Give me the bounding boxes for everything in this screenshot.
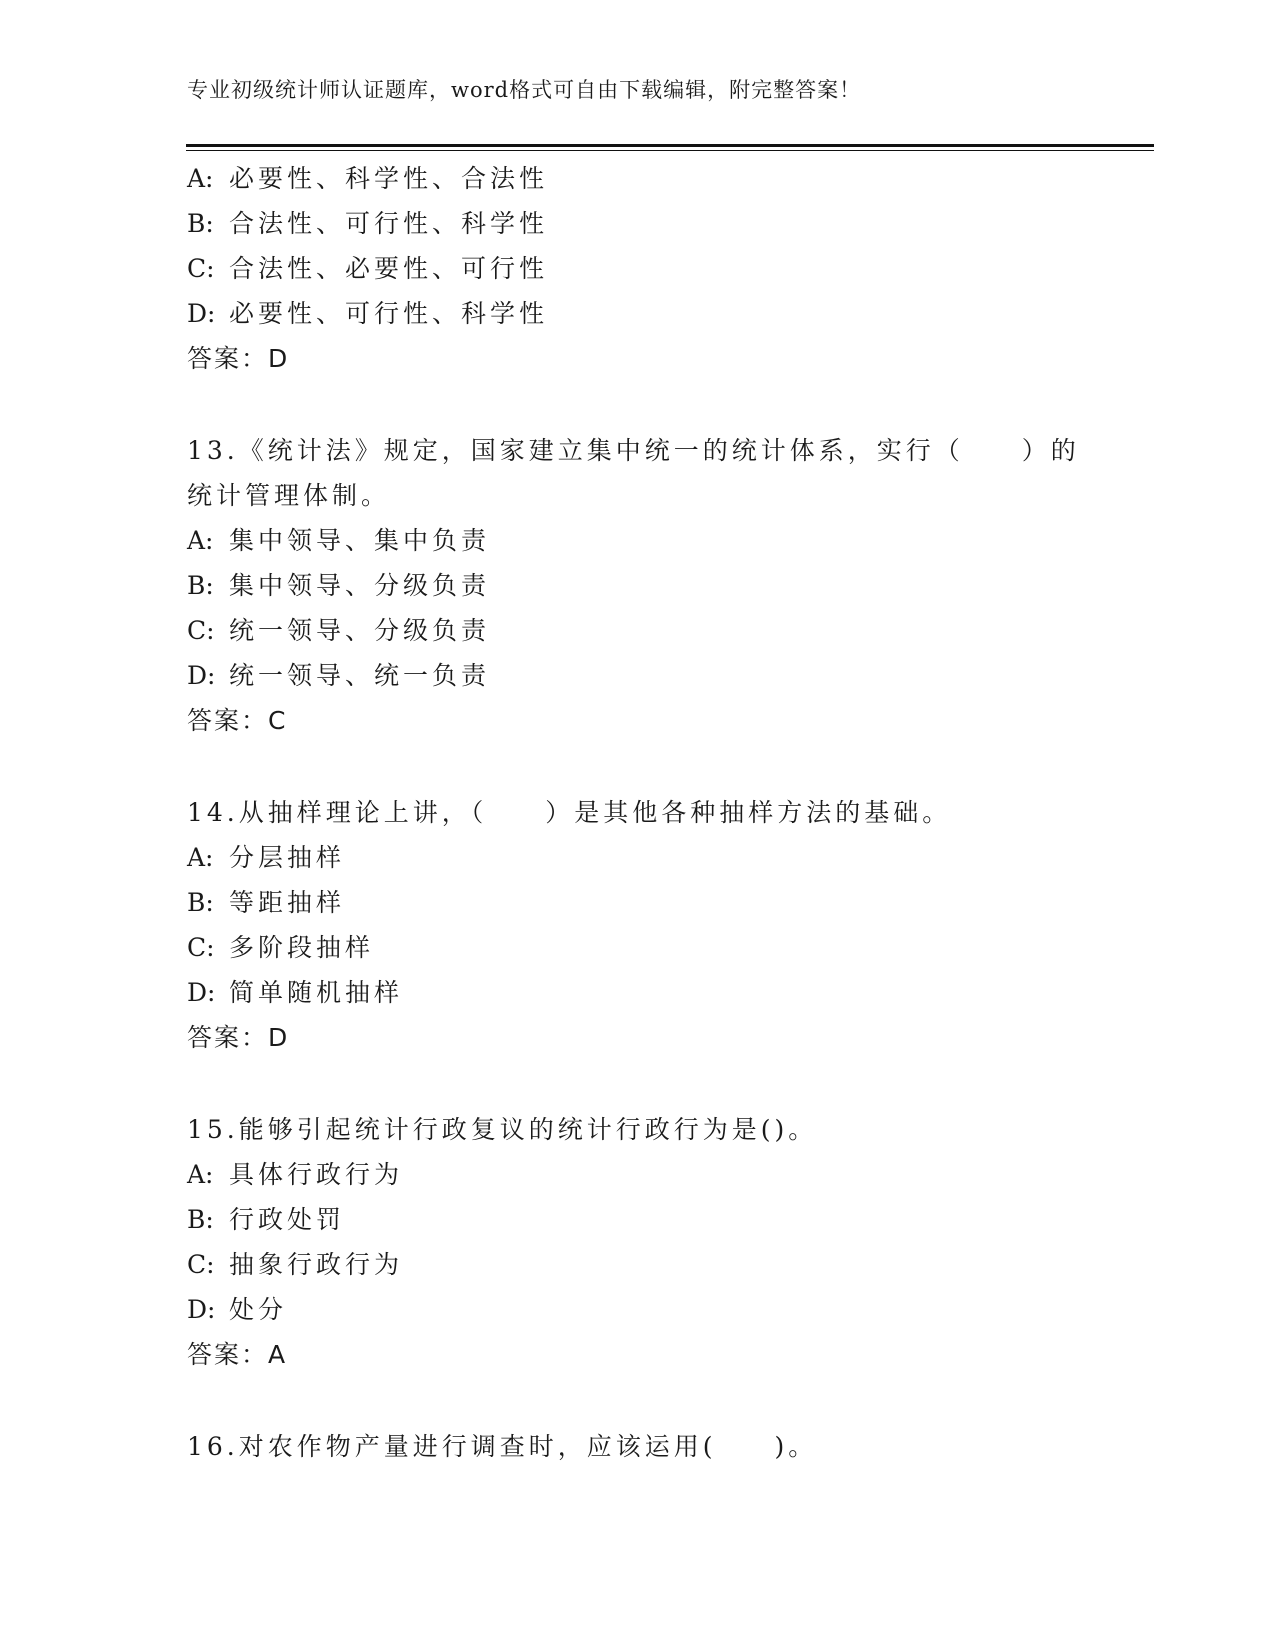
option-key: C:: [187, 1250, 215, 1279]
spacer: [187, 1377, 1087, 1424]
answer-line: 答案：D: [187, 344, 290, 373]
question-content: [187, 156, 1087, 1469]
option-text: 简单随机抽样: [229, 978, 404, 1007]
option-b: [187, 880, 1087, 925]
option-text: 必要性、可行性、科学性: [229, 299, 549, 328]
option-key: D:: [187, 978, 216, 1007]
answer-line: 答案：C: [187, 706, 288, 735]
option-text: 必要性、科学性、合法性: [229, 164, 549, 193]
option-text: 处分: [229, 1295, 288, 1324]
option-key: A:: [187, 843, 214, 872]
answer-line: 答案：D: [187, 1023, 290, 1052]
header-rule-thick: [186, 144, 1154, 147]
option-a: [187, 1152, 1087, 1197]
document-header: 专业初级统计师认证题库，word格式可自由下载编辑，附完整答案！: [187, 78, 862, 102]
option-text: 集中领导、分级负责: [229, 571, 491, 600]
option-b: [187, 1197, 1087, 1242]
option-text: 抽象行政行为: [229, 1250, 404, 1279]
option-c: [187, 246, 1087, 291]
question-text: 14.从抽样理论上讲，（ ）是其他各种抽样方法的基础。: [187, 798, 952, 827]
option-text: 集中领导、集中负责: [229, 526, 491, 555]
option-key: D:: [187, 299, 216, 328]
option-b: [187, 201, 1087, 246]
option-key: D:: [187, 1295, 216, 1324]
option-key: A:: [187, 526, 214, 555]
option-b: [187, 563, 1087, 608]
question-block-12: [187, 156, 1087, 381]
spacer: [187, 381, 1087, 428]
option-text: 分层抽样: [229, 843, 346, 872]
option-a: [187, 156, 1087, 201]
option-text: 等距抽样: [229, 888, 346, 917]
option-d: [187, 1287, 1087, 1332]
option-text: 具体行政行为: [229, 1160, 404, 1189]
option-key: B:: [187, 1205, 214, 1234]
option-key: B:: [187, 209, 214, 238]
option-text: 合法性、可行性、科学性: [229, 209, 549, 238]
option-text: 合法性、必要性、可行性: [229, 254, 549, 283]
option-key: C:: [187, 933, 215, 962]
question-block-16: [187, 1424, 1087, 1469]
option-text: 统一领导、统一负责: [229, 661, 491, 690]
option-key: C:: [187, 616, 215, 645]
option-text: 多阶段抽样: [229, 933, 375, 962]
answer-line: 答案：A: [187, 1340, 288, 1369]
option-a: [187, 518, 1087, 563]
question-text: 13.《统计法》规定，国家建立集中统一的统计体系，实行（ ）的: [187, 436, 1080, 465]
question-block-15: [187, 1107, 1087, 1377]
option-key: A:: [187, 164, 214, 193]
option-a: [187, 835, 1087, 880]
spacer: [187, 743, 1087, 790]
option-d: [187, 970, 1087, 1015]
option-key: B:: [187, 888, 214, 917]
option-c: [187, 1242, 1087, 1287]
question-block-14: [187, 790, 1087, 1060]
question-text: 15.能够引起统计行政复议的统计行政行为是()。: [187, 1115, 818, 1144]
question-text-continued: 统计管理体制。: [187, 481, 391, 510]
option-text: 行政处罚: [229, 1205, 346, 1234]
option-c: [187, 608, 1087, 653]
option-c: [187, 925, 1087, 970]
question-text: 16.对农作物产量进行调查时，应该运用( )。: [187, 1432, 818, 1461]
option-key: B:: [187, 571, 214, 600]
spacer: [187, 1060, 1087, 1107]
option-key: D:: [187, 661, 216, 690]
question-block-13: [187, 428, 1087, 743]
header-rule-thin: [186, 150, 1154, 151]
option-d: [187, 653, 1087, 698]
option-text: 统一领导、分级负责: [229, 616, 491, 645]
option-key: C:: [187, 254, 215, 283]
option-key: A:: [187, 1160, 214, 1189]
option-d: [187, 291, 1087, 336]
